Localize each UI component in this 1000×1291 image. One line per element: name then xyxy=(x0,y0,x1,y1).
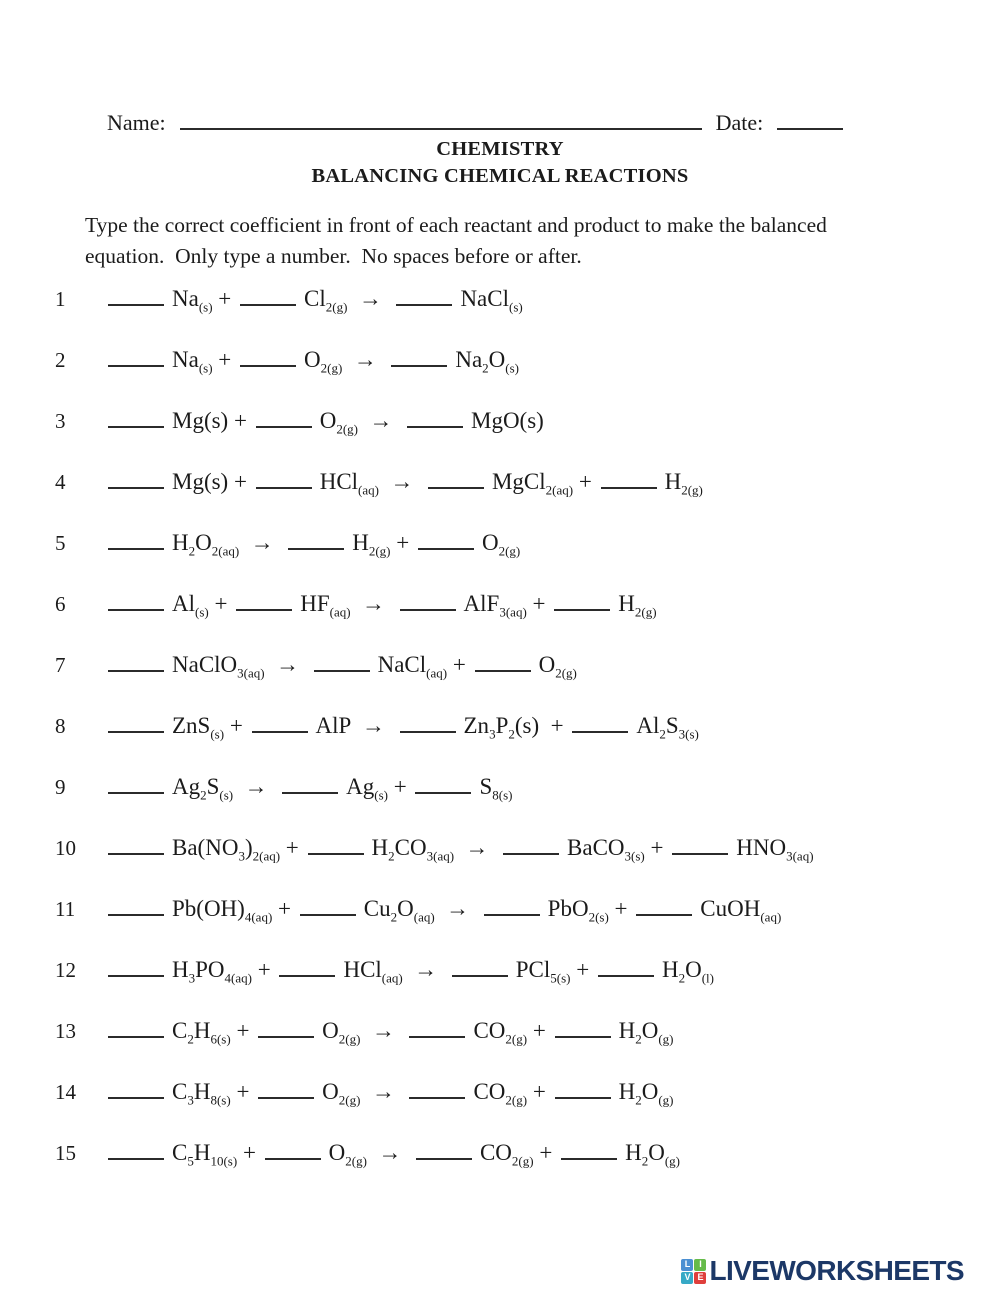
equation-number: 14 xyxy=(55,1080,76,1104)
coefficient-blank[interactable] xyxy=(300,904,356,916)
formula-subscript: 2 xyxy=(200,787,207,803)
worksheet-title xyxy=(0,136,1000,190)
formula-subscript: 3 xyxy=(187,1092,194,1108)
formula-text: H xyxy=(193,1018,211,1043)
formula-subscript: (s) xyxy=(210,726,225,742)
formula-subscript: 3(s) xyxy=(678,726,699,742)
coefficient-blank[interactable] xyxy=(108,416,164,428)
equation-row xyxy=(55,835,955,896)
formula-subscript: (aq) xyxy=(413,909,435,925)
formula-text: P xyxy=(495,713,509,738)
formula-subscript: 2 xyxy=(508,726,515,742)
formula-subscript: 2 xyxy=(635,1031,642,1047)
formula-text: AlF xyxy=(463,591,500,616)
formula-text: → xyxy=(347,286,394,311)
equation-number: 6 xyxy=(55,592,66,616)
coefficient-blank[interactable] xyxy=(391,355,447,367)
formula-text: + xyxy=(272,896,297,921)
coefficient-blank[interactable] xyxy=(256,477,312,489)
coefficient-blank[interactable] xyxy=(503,843,559,855)
formula-text: → xyxy=(402,957,449,982)
coefficient-blank[interactable] xyxy=(400,721,456,733)
coefficient-blank[interactable] xyxy=(258,1026,314,1038)
formula-subscript: 2(g) xyxy=(681,482,703,498)
coefficient-blank[interactable] xyxy=(108,1087,164,1099)
name-blank-line xyxy=(180,114,702,130)
coefficient-blank[interactable] xyxy=(108,294,164,306)
formula-text: S xyxy=(206,774,220,799)
equation-body xyxy=(105,408,544,438)
formula-text: CO xyxy=(394,835,427,860)
formula-text: HNO xyxy=(736,835,787,860)
instructions-text: Type the correct coefficient in front of each reactant and product to make the balanced equation. Only type a number. No spaces before or after. xyxy=(85,213,833,268)
coefficient-blank[interactable] xyxy=(407,416,463,428)
equation-body xyxy=(105,530,520,560)
coefficient-blank[interactable] xyxy=(409,1026,465,1038)
equation-row xyxy=(55,957,955,1018)
formula-text: + xyxy=(280,835,305,860)
liveworksheets-wordmark[interactable]: LIVEWORKSHEETS xyxy=(709,1255,964,1286)
coefficient-blank[interactable] xyxy=(108,477,164,489)
formula-text: H xyxy=(664,469,682,494)
title-line-1: CHEMISTRY xyxy=(436,138,564,160)
coefficient-blank[interactable] xyxy=(572,721,628,733)
equation-row xyxy=(55,652,955,713)
coefficient-blank[interactable] xyxy=(601,477,657,489)
formula-text: (s) + xyxy=(514,713,570,738)
formula-subscript: (aq) xyxy=(760,909,782,925)
formula-text: + xyxy=(608,896,634,921)
formula-text: NaClO xyxy=(172,652,238,677)
formula-text: + xyxy=(447,652,472,677)
formula-subscript: 2 xyxy=(188,543,196,559)
formula-subscript: (s) xyxy=(509,299,523,315)
formula-subscript: 4(aq) xyxy=(244,909,273,925)
formula-text: MgCl xyxy=(491,469,546,494)
formula-subscript: 2(g) xyxy=(368,543,391,559)
formula-text: HCl xyxy=(343,957,382,982)
formula-subscript: 3(aq) xyxy=(499,604,527,620)
formula-text: + xyxy=(237,1140,262,1165)
formula-subscript: 3 xyxy=(188,970,196,986)
formula-text: O xyxy=(538,652,556,677)
formula-text: + xyxy=(230,1018,256,1043)
coefficient-blank[interactable] xyxy=(108,1148,164,1160)
formula-text: ) xyxy=(244,835,253,860)
formula-subscript: (s) xyxy=(198,299,213,315)
formula-text: O xyxy=(648,1140,665,1165)
formula-text: PO xyxy=(195,957,225,982)
formula-subscript: (g) xyxy=(658,1092,674,1108)
coefficient-blank[interactable] xyxy=(108,721,164,733)
formula-text: + xyxy=(527,1079,552,1104)
equation-body xyxy=(105,896,781,926)
logo-tile-i: I xyxy=(694,1259,706,1271)
coefficient-blank[interactable] xyxy=(555,1026,611,1038)
equation-body xyxy=(105,1140,680,1170)
coefficient-blank[interactable] xyxy=(108,782,164,794)
formula-subscript: 2(g) xyxy=(634,604,657,620)
name-label: Name: xyxy=(107,110,166,135)
logo-tile-l: L xyxy=(681,1259,693,1271)
footer-brand xyxy=(681,1255,964,1287)
formula-text: Mg(s) + xyxy=(172,408,253,433)
formula-text: H xyxy=(618,1018,636,1043)
equation-number: 10 xyxy=(55,836,76,860)
coefficient-blank[interactable] xyxy=(108,965,164,977)
equation-number: 3 xyxy=(55,409,66,433)
formula-text: HF xyxy=(300,591,330,616)
equation-number: 15 xyxy=(55,1141,76,1165)
formula-text: S xyxy=(479,774,493,799)
equation-body xyxy=(105,1079,674,1109)
formula-text: Zn xyxy=(463,713,490,738)
formula-text: → xyxy=(366,1140,413,1165)
formula-subscript: (l) xyxy=(701,970,714,986)
equation-number: 9 xyxy=(55,775,66,799)
equation-number: 2 xyxy=(55,348,66,372)
formula-text: Ba(NO xyxy=(172,835,239,860)
coefficient-blank[interactable] xyxy=(252,721,308,733)
formula-text: O xyxy=(322,1018,339,1043)
coefficient-blank[interactable] xyxy=(409,1087,465,1099)
formula-subscript: 2(s) xyxy=(588,909,609,925)
equation-row xyxy=(55,896,955,957)
formula-subscript: 6(s) xyxy=(210,1031,231,1047)
equation-body xyxy=(105,591,657,621)
formula-text: C xyxy=(172,1079,188,1104)
formula-text: → xyxy=(434,896,481,921)
coefficient-blank[interactable] xyxy=(236,599,292,611)
formula-subscript: 2(g) xyxy=(555,665,577,681)
coefficient-blank[interactable] xyxy=(396,294,452,306)
formula-text: O xyxy=(319,408,337,433)
formula-subscript: (aq) xyxy=(426,665,448,681)
date-label: Date: xyxy=(715,110,764,135)
formula-text: + xyxy=(570,957,595,982)
equation-body xyxy=(105,469,703,499)
formula-text: CuOH xyxy=(700,896,761,921)
formula-text: + xyxy=(212,286,238,311)
formula-text: Ag xyxy=(172,774,201,799)
formula-text: H xyxy=(193,1140,211,1165)
formula-text: → xyxy=(350,591,397,616)
coefficient-blank[interactable] xyxy=(256,416,312,428)
coefficient-blank[interactable] xyxy=(428,477,484,489)
formula-text: C xyxy=(172,1018,188,1043)
equation-number: 4 xyxy=(55,470,66,494)
formula-text: → xyxy=(454,835,501,860)
formula-text: Al xyxy=(172,591,195,616)
formula-text: MgO(s) xyxy=(471,408,544,433)
formula-text: S xyxy=(665,713,679,738)
formula-text: + xyxy=(224,713,249,738)
formula-text: → xyxy=(233,774,280,799)
formula-text: Al xyxy=(636,713,660,738)
coefficient-blank[interactable] xyxy=(258,1087,314,1099)
formula-text: H xyxy=(661,957,679,982)
formula-subscript: (aq) xyxy=(358,482,379,498)
liveworksheets-logo-icon[interactable] xyxy=(681,1259,706,1284)
formula-text: → xyxy=(264,652,311,677)
equation-row xyxy=(55,1079,955,1140)
equation-body xyxy=(105,835,814,865)
coefficient-blank[interactable] xyxy=(265,1148,321,1160)
formula-subscript: 2(g) xyxy=(345,1153,367,1169)
formula-text: Na xyxy=(172,286,199,311)
equations-list xyxy=(55,286,955,1201)
equation-row xyxy=(55,1018,955,1079)
coefficient-blank[interactable] xyxy=(288,538,344,550)
formula-subscript: (s) xyxy=(374,787,388,803)
coefficient-blank[interactable] xyxy=(308,843,364,855)
formula-subscript: 4(aq) xyxy=(224,970,252,986)
formula-text: O xyxy=(685,957,702,982)
equation-row xyxy=(55,713,955,774)
coefficient-blank[interactable] xyxy=(240,355,296,367)
formula-text: + xyxy=(644,835,670,860)
formula-subscript: 2 xyxy=(482,360,489,376)
formula-subscript: 2(g) xyxy=(338,1031,361,1047)
formula-text: Pb(OH) xyxy=(172,896,245,921)
formula-text: + xyxy=(212,347,238,372)
equation-number: 12 xyxy=(55,958,76,982)
formula-text: H xyxy=(625,1140,642,1165)
formula-text: H xyxy=(193,1079,211,1104)
formula-text: + xyxy=(208,591,234,616)
coefficient-blank[interactable] xyxy=(554,599,610,611)
formula-text: Na xyxy=(455,347,483,372)
coefficient-blank[interactable] xyxy=(314,660,370,672)
formula-subscript: 5 xyxy=(187,1153,194,1169)
formula-text: CO xyxy=(479,1140,512,1165)
formula-text: ZnS xyxy=(172,713,211,738)
formula-text: H xyxy=(618,591,635,616)
coefficient-blank[interactable] xyxy=(108,355,164,367)
formula-text: O xyxy=(641,1018,659,1043)
coefficient-blank[interactable] xyxy=(108,599,164,611)
formula-subscript: 2 xyxy=(390,909,398,925)
coefficient-blank[interactable] xyxy=(636,904,692,916)
equation-body xyxy=(105,286,523,316)
formula-text: Mg(s) + xyxy=(172,469,253,494)
formula-text: AlP → xyxy=(315,713,397,738)
coefficient-blank[interactable] xyxy=(452,965,508,977)
formula-subscript: 10(s) xyxy=(210,1153,238,1169)
formula-text: H xyxy=(352,530,369,555)
coefficient-blank[interactable] xyxy=(279,965,335,977)
formula-text: O xyxy=(328,1140,346,1165)
coefficient-blank[interactable] xyxy=(108,1026,164,1038)
formula-text: + xyxy=(527,1018,552,1043)
equation-row xyxy=(55,286,955,347)
formula-subscript: 2 xyxy=(641,1153,649,1169)
formula-text: HCl xyxy=(319,469,359,494)
formula-text: + xyxy=(251,957,277,982)
formula-text: → xyxy=(360,1018,407,1043)
title-line-2: BALANCING CHEMICAL REACTIONS xyxy=(311,165,689,187)
formula-subscript: 8(s) xyxy=(492,787,513,803)
formula-text: H xyxy=(371,835,389,860)
coefficient-blank[interactable] xyxy=(672,843,728,855)
formula-text: + xyxy=(526,591,552,616)
formula-subscript: (s) xyxy=(505,360,519,376)
formula-subscript: 2(aq) xyxy=(211,543,240,559)
coefficient-blank[interactable] xyxy=(418,538,474,550)
formula-text: O xyxy=(481,530,499,555)
date-blank-line xyxy=(777,114,843,130)
formula-text: Ag xyxy=(346,774,375,799)
formula-text: H xyxy=(172,530,189,555)
formula-text: → xyxy=(358,408,404,433)
formula-subscript: 2 xyxy=(678,970,686,986)
formula-text: CO xyxy=(473,1079,506,1104)
equation-number: 8 xyxy=(55,714,66,738)
coefficient-blank[interactable] xyxy=(475,660,531,672)
formula-text: O xyxy=(304,347,321,372)
formula-subscript: 3(aq) xyxy=(426,848,455,864)
equation-body xyxy=(105,652,577,682)
coefficient-blank[interactable] xyxy=(108,660,164,672)
equation-body xyxy=(105,957,714,987)
formula-text: PbO xyxy=(547,896,589,921)
coefficient-blank[interactable] xyxy=(400,599,456,611)
formula-text: Na xyxy=(172,347,199,372)
equation-row xyxy=(55,469,955,530)
formula-text: + xyxy=(573,469,598,494)
formula-subscript: 2 xyxy=(659,726,666,742)
formula-text: PCl xyxy=(515,957,551,982)
formula-subscript: 2(g) xyxy=(505,1031,528,1047)
equation-number: 1 xyxy=(55,287,66,311)
formula-text: H xyxy=(172,957,189,982)
formula-subscript: (aq) xyxy=(381,970,403,986)
formula-text: + xyxy=(387,774,413,799)
formula-subscript: 3 xyxy=(238,848,245,864)
formula-subscript: 2(g) xyxy=(325,299,348,315)
logo-tile-e: E xyxy=(694,1272,706,1284)
equation-number: 13 xyxy=(55,1019,76,1043)
equation-row xyxy=(55,1140,955,1201)
formula-subscript: 3 xyxy=(489,726,496,742)
equation-number: 11 xyxy=(55,897,76,921)
formula-text: NaCl xyxy=(460,286,509,311)
formula-text: + xyxy=(230,1079,256,1104)
formula-subscript: 2 xyxy=(388,848,395,864)
formula-subscript: (s) xyxy=(195,604,209,620)
coefficient-blank[interactable] xyxy=(282,782,338,794)
formula-subscript: 2(g) xyxy=(505,1092,528,1108)
equation-number: 5 xyxy=(55,531,66,555)
formula-text: BaCO xyxy=(567,835,625,860)
formula-text: O xyxy=(488,347,506,372)
formula-text: → xyxy=(360,1079,407,1104)
coefficient-blank[interactable] xyxy=(108,843,164,855)
formula-text: + xyxy=(390,530,415,555)
formula-subscript: 2 xyxy=(187,1031,194,1047)
formula-subscript: 2(g) xyxy=(336,421,358,437)
formula-subscript: 3(aq) xyxy=(237,665,265,681)
formula-text: CO xyxy=(473,1018,506,1043)
equation-body xyxy=(105,347,519,377)
formula-text: H xyxy=(618,1079,636,1104)
formula-subscript: 2(aq) xyxy=(545,482,574,498)
formula-text: Cu xyxy=(363,896,391,921)
formula-subscript: 2(g) xyxy=(511,1153,534,1169)
equation-body xyxy=(105,774,512,804)
formula-subscript: (s) xyxy=(219,787,234,803)
coefficient-blank[interactable] xyxy=(416,1148,472,1160)
formula-subscript: 2 xyxy=(635,1092,642,1108)
formula-text: O xyxy=(641,1079,659,1104)
formula-subscript: (aq) xyxy=(329,604,351,620)
equation-body xyxy=(105,1018,674,1048)
formula-subscript: (s) xyxy=(198,360,213,376)
formula-text: → xyxy=(342,347,389,372)
coefficient-blank[interactable] xyxy=(561,1148,617,1160)
logo-tile-v: V xyxy=(681,1272,693,1284)
formula-text: + xyxy=(533,1140,559,1165)
formula-text: O xyxy=(322,1079,339,1104)
coefficient-blank[interactable] xyxy=(108,538,164,550)
coefficient-blank[interactable] xyxy=(555,1087,611,1099)
coefficient-blank[interactable] xyxy=(484,904,540,916)
formula-text: O xyxy=(195,530,212,555)
formula-subscript: 5(s) xyxy=(550,970,571,986)
equation-row xyxy=(55,347,955,408)
formula-subscript: 2(g) xyxy=(498,543,521,559)
formula-subscript: 2(g) xyxy=(338,1092,361,1108)
coefficient-blank[interactable] xyxy=(108,904,164,916)
formula-text: NaCl xyxy=(377,652,427,677)
formula-text: C xyxy=(172,1140,188,1165)
formula-subscript: 3(aq) xyxy=(786,848,814,864)
formula-subscript: 3(s) xyxy=(624,848,645,864)
coefficient-blank[interactable] xyxy=(240,294,296,306)
equation-row xyxy=(55,408,955,469)
coefficient-blank[interactable] xyxy=(598,965,654,977)
formula-subscript: 2(g) xyxy=(320,360,343,376)
equation-row xyxy=(55,774,955,835)
formula-subscript: (g) xyxy=(664,1153,680,1169)
formula-subscript: 2(aq) xyxy=(252,848,281,864)
equation-body xyxy=(105,713,699,743)
formula-text: → xyxy=(378,469,425,494)
formula-text: → xyxy=(239,530,286,555)
equation-row xyxy=(55,591,955,652)
coefficient-blank[interactable] xyxy=(415,782,471,794)
equation-number: 7 xyxy=(55,653,66,677)
formula-subscript: (g) xyxy=(658,1031,674,1047)
formula-text: O xyxy=(397,896,414,921)
formula-text: Cl xyxy=(304,286,326,311)
equation-row xyxy=(55,530,955,591)
formula-subscript: 8(s) xyxy=(210,1092,231,1108)
